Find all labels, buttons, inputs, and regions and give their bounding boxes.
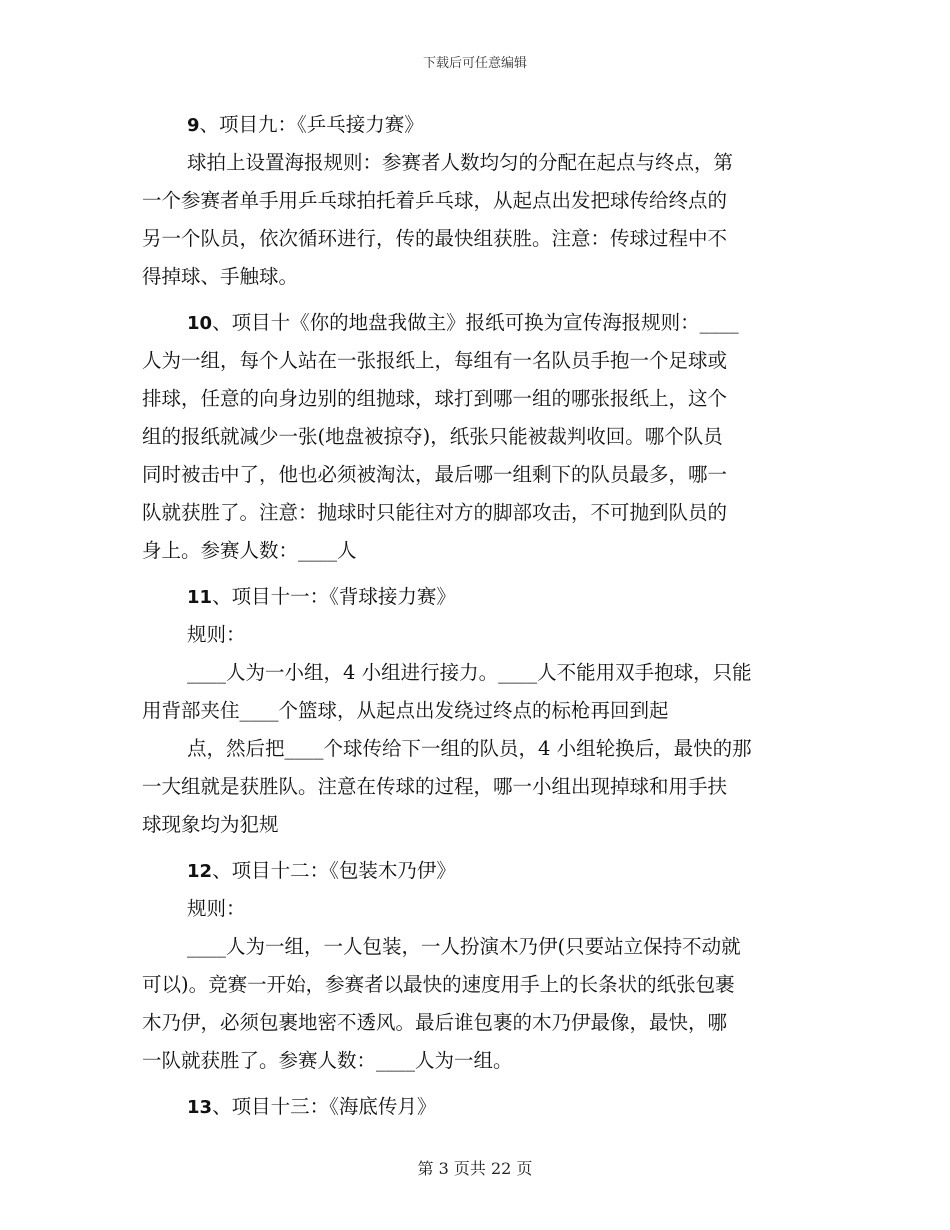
page-footer: 第 3 页共 22 页 <box>417 1159 533 1178</box>
section-heading <box>142 852 808 890</box>
paragraph-line: 球拍上设置海报规则：参赛者人数均匀的分配在起点与终点，第 <box>187 151 734 174</box>
paragraph-line: 球现象均为犯规 <box>142 813 279 836</box>
section-heading <box>142 106 808 144</box>
paragraph-line: 木乃伊，必须包裹地密不透风。最后谁包裹的木乃伊最像，最快，哪 <box>142 1011 728 1034</box>
section-number: 13 <box>187 1097 213 1118</box>
section-number: 12 <box>187 861 213 882</box>
page-header: 下载后可任意编辑 <box>422 56 527 71</box>
paragraph-line: 排球，任意的向身边别的组抛球，球打到哪一组的哪张报纸上，这个 <box>142 387 728 410</box>
paragraph-line: 点，然后把____个球传给下一组的队员，4 小组轮换后，最快的那 <box>187 737 752 760</box>
paragraph-line: 用背部夹住____个篮球，从起点出发绕过终点的标枪再回到起 <box>142 699 669 722</box>
paragraph-line: 身上。参赛人数：____人 <box>142 539 357 562</box>
paragraph-line: ____人为一小组，4 小组进行接力。____人不能用双手抱球，只能 <box>187 661 752 684</box>
document-body <box>142 106 808 1126</box>
section-title: 、项目十三：《海底传月》 <box>212 1095 437 1118</box>
paragraph-line: 可以)。竞赛一开始，参赛者以最快的速度用手上的长条状的纸张包裹 <box>142 973 735 996</box>
section-heading <box>142 304 808 342</box>
paragraph-line: 一队就获胜了。参赛人数：____人为一组。 <box>142 1049 513 1072</box>
paragraph-line: 人为一组，每个人站在一张报纸上，每组有一名队员手抱一个足球或 <box>142 349 728 372</box>
section-title: 、项目十一：《背球接力赛》 <box>212 585 456 608</box>
section-title: 、项目十二：《包装木乃伊》 <box>212 859 456 882</box>
paragraph-line: 得掉球、手触球。 <box>142 265 299 288</box>
paragraph-line: 另一个队员，依次循环进行，传的最快组获胜。注意：传球过程中不 <box>142 227 728 250</box>
rule-label: 规则： <box>187 623 246 646</box>
paragraph-line: 队就获胜了。注意：抛球时只能往对方的脚部攻击，不可抛到队员的 <box>142 501 728 524</box>
section-title: 、项目九：《乒乓接力赛》 <box>199 113 424 136</box>
paragraph-line: 组的报纸就减少一张(地盘被掠夺)，纸张只能被裁判收回。哪个队员 <box>142 425 723 448</box>
section-number: 11 <box>187 587 213 608</box>
section-title: 、项目十《你的地盘我做主》报纸可换为宣传海报规则：____ <box>212 311 739 334</box>
paragraph-line: 一个参赛者单手用乒乓球拍托着乒乓球，从起点出发把球传给终点的 <box>142 189 728 212</box>
section-heading <box>142 1088 808 1126</box>
section-heading <box>142 578 808 616</box>
paragraph-line: 一大组就是获胜队。注意在传球的过程，哪一小组出现掉球和用手扶 <box>142 775 728 798</box>
paragraph-line: 同时被击中了，他也必须被淘汰，最后哪一组剩下的队员最多，哪一 <box>142 463 728 486</box>
section-number: 9 <box>187 115 200 136</box>
rule-label: 规则： <box>187 897 246 920</box>
paragraph-line: ____人为一组，一人包装，一人扮演木乃伊(只要站立保持不动就 <box>187 935 741 958</box>
section-number: 10 <box>187 313 213 334</box>
